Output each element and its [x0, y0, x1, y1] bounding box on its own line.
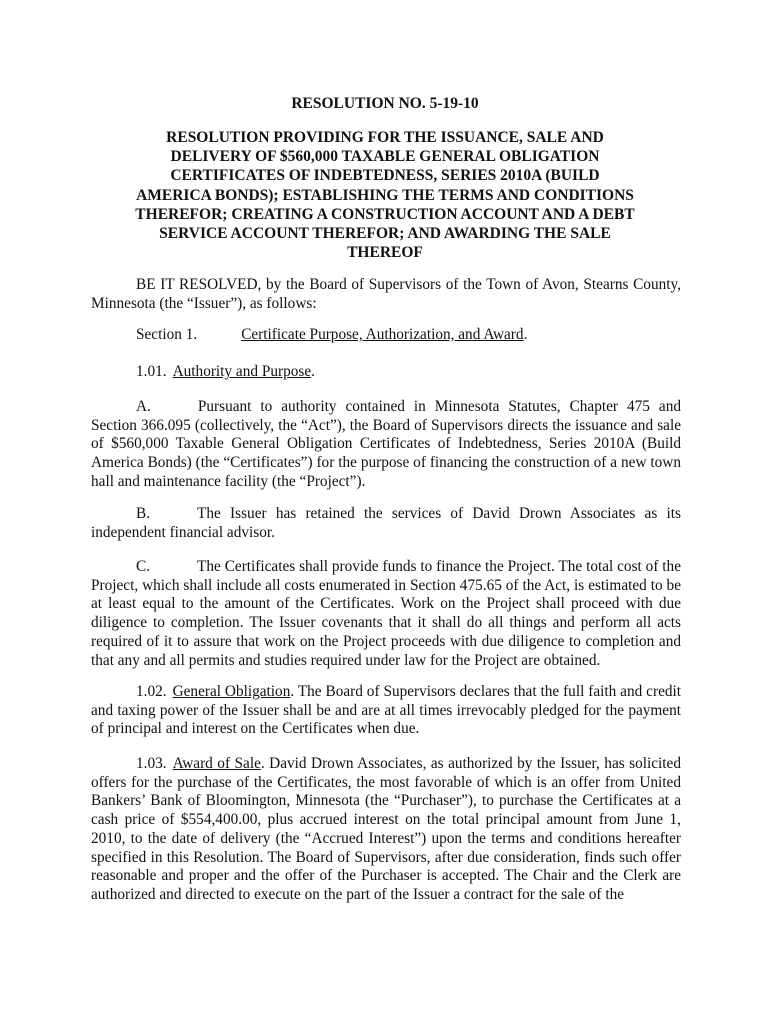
title-line: THEREFOR; CREATING A CONSTRUCTION ACCOUNT AND A DEBT — [135, 205, 635, 223]
resolution-number: RESOLUTION NO. 5-19-10 — [291, 95, 479, 112]
subsection-number: 1.03. — [136, 755, 167, 772]
paragraph-text: Pursuant to authority contained in Minnesota Statutes, Chapter 475 and Section 366.095 (collectively, the “Act”), the Board of Supervisors directs the issuance and sale of $560,000 Taxable General Obligation Certificates of Indebtedness, Series 2010A (Build America Bonds) (the “Certificates”) for the purpose of financing the construction of a new town hall and maintenance facility (the “Project”). — [91, 398, 681, 490]
paragraph-b — [91, 505, 681, 542]
subsection-text: . The Board of Supervisors declares that the full faith and credit and taxing power of the Issuer shall be and are at all times irrevocably pledged for the payment of principal and interest on the Certificates when due. — [91, 683, 682, 738]
paragraph-text: The Issuer has retained the services of David Drown Associates as its independent financial advisor. — [91, 505, 681, 541]
intro-paragraph: BE IT RESOLVED, by the Board of Supervisors of the Town of Avon, Stearns County, Minnesota (the “Issuer”), as follows: — [91, 276, 681, 312]
paragraph-letter: B. — [136, 505, 151, 522]
paragraph-letter: C. — [136, 558, 151, 575]
resolution-title — [120, 128, 650, 262]
title-line: AMERICA BONDS); ESTABLISHING THE TERMS AND CONDITIONS — [136, 186, 634, 204]
subsection-1-03 — [91, 755, 681, 905]
title-line: DELIVERY OF $560,000 TAXABLE GENERAL OBLIGATION — [170, 148, 600, 166]
subsection-1-02 — [91, 683, 681, 739]
subsection-punct: . — [311, 363, 315, 380]
subsection-title: General Obligation — [172, 683, 291, 700]
title-line: SERVICE ACCOUNT THEREFOR; AND AWARDING THE SALE — [159, 225, 611, 243]
subsection-title: Award of Sale — [172, 755, 261, 772]
paragraph-a — [91, 398, 681, 492]
paragraph-c — [91, 558, 681, 670]
subsection-text: . David Drown Associates, as authorized by the Issuer, has solicited offers for the purchase of the Certificates, the most favorable of which is an offer from United Bankers’ Bank of Bloomington, Minnesota (the “Purchaser”), to purchase the Certificates at a cash price of $554,400.00, plus accrued interest on the total principal amount from June 1, 2010, to the date of delivery (the “Accrued Interest”) upon the terms and conditions hereafter specified in this Resolution. The Board of Supervisors, after due consideration, finds such offer reasonable and proper and the offer of the Purchaser is accepted. The Chair and the Clerk are authorized and directed to execute on the part of the Issuer a contract for the sale of the — [91, 755, 681, 903]
subsection-1-01-heading — [91, 363, 681, 382]
section-label: Section 1. — [136, 326, 198, 343]
title-line: RESOLUTION PROVIDING FOR THE ISSUANCE, SALE AND — [166, 129, 604, 146]
title-line: CERTIFICATES OF INDEBTEDNESS, SERIES 2010A (BUILD — [170, 167, 600, 185]
paragraph-text: The Certificates shall provide funds to finance the Project. The total cost of the Project, which shall include all costs enumerated in Section 475.65 of the Act, is estimated to be at least equal to the amount of the Certificates. Work on the Project shall proceed with due diligence to completion. The Issuer covenants that it shall do all things and perform all acts required of it to assure that work on the Project proceeds with due diligence to completion and that any and all permits and studies required under law for the Project are obtained. — [91, 558, 681, 669]
subsection-number: 1.02. — [136, 683, 167, 700]
section-1-heading — [91, 326, 681, 345]
subsection-title: Authority and Purpose — [172, 363, 312, 380]
section-punct: . — [523, 326, 528, 343]
section-title: Certificate Purpose, Authorization, and Award — [241, 326, 524, 343]
title-line: THEREOF — [347, 244, 423, 262]
subsection-number: 1.01. — [136, 363, 167, 380]
paragraph-letter: A. — [136, 398, 151, 415]
